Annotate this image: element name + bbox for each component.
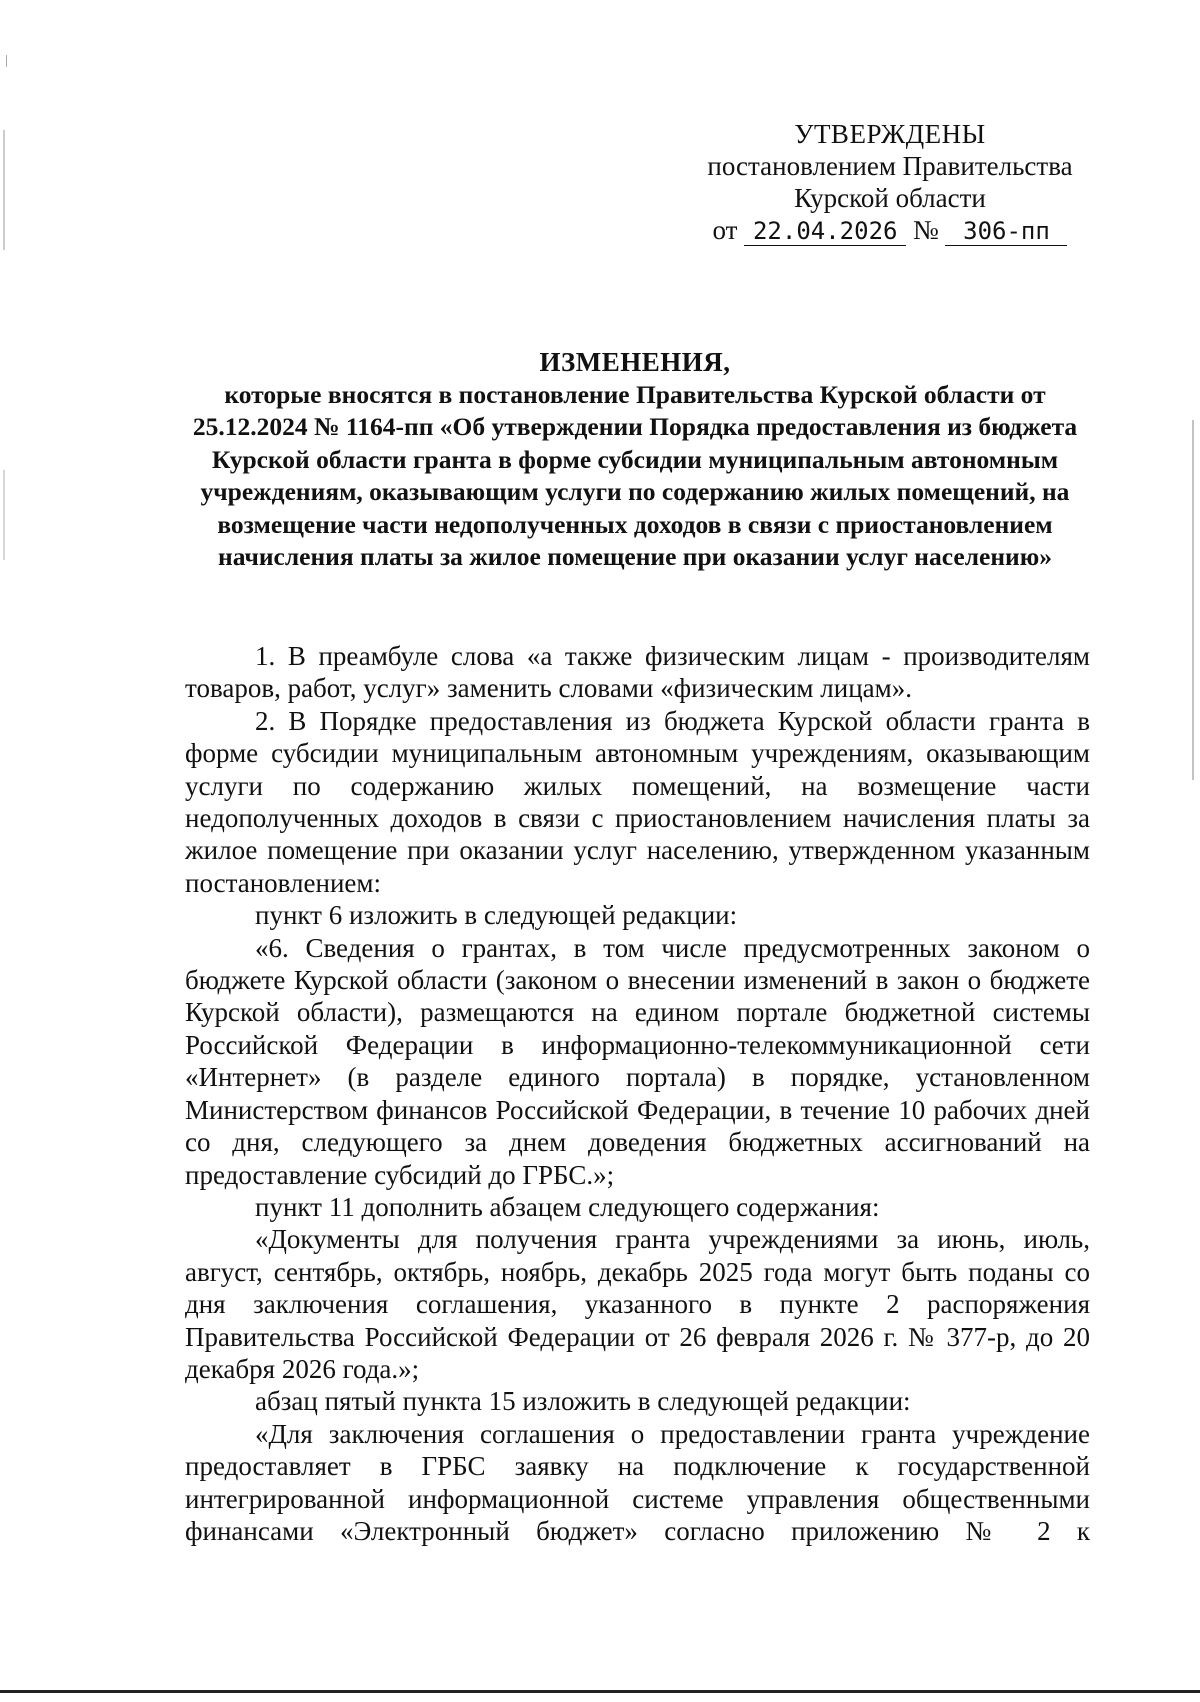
document-heading [170,346,1100,574]
paragraph: пункт 11 дополнить абзацем следующего содержания: [255,1191,880,1222]
scan-artifact [3,470,5,560]
paragraph: абзац пятый пункта 15 изложить в следующей редакции: [255,1386,911,1417]
approval-region: Курской области [794,183,986,213]
paragraph: пункт 6 изложить в следующей редакции: [255,900,738,931]
number-sign: № [912,215,939,245]
document-subtitle: которые вносятся в постановление Правительства Курской области от 25.12.2024 № 1164-пп «Об утверждении Порядка предоставления из бюджета Курской области гранта в форме субсидии муниципальным автономным учреждениям, оказывающим услуги по содержанию жилых помещений, на возмещение части недополученных доходов в связи с приостановлением начисления платы за жилое помещение при оказании услуг населению» [192,379,1078,571]
scan-artifact [6,55,7,67]
document-body [185,640,1090,1547]
approval-date-line [660,214,1120,246]
scan-artifact [1192,420,1194,780]
scan-artifact [3,130,5,250]
approval-authority: постановлением Правительства [707,151,1073,181]
paragraph: «6. Сведения о грантах, в том числе предусмотренных законом о бюджете Курской области (законом о внесении изменений в закон о бюджете Курской области), размещаются на едином портале бюджетной системы Российской Федерации в информационно-телекоммуникационной сети «Интернет» (в разделе единого портала) в порядке, установленном Министерством финансов Российской Федерации, в течение 10 рабочих дней со дня, следующего за днем доведения бюджетных ассигнований на предоставление субсидий до ГРБС.»; [185,932,1090,1190]
approval-title: УТВЕРЖДЕНЫ [794,119,986,149]
paragraph: 1. В преамбуле слова «а также физическим лицам - производителям товаров, работ, услуг» заменить словами «физическим лицам». [185,641,1090,704]
paragraph: 2. В Порядке предоставления из бюджета Курской области гранта в форме субсидии муниципальным автономным учреждениям, оказывающим услуги по содержанию жилых помещений, на возмещение части недополученных доходов в связи с приостановлением начисления платы за жилое помещение при оказании услуг населению, утвержденном указанным постановлением: [185,705,1090,898]
document-title: ИЗМЕНЕНИЯ, [539,347,731,377]
approval-block [660,118,1120,246]
scan-edge-line [0,1690,1200,1693]
date-prefix: от [712,215,738,245]
paragraph: «Для заключения соглашения о предоставлении гранта учреждение предоставляет в ГРБС заявку на подключение к государственной интегрированной информационной системе управления общественными финансами «Электронный бюджет» согласно приложению № 2 к [185,1418,1090,1546]
approval-number: 306-пп [945,217,1067,246]
approval-date: 22.04.2026 [744,217,906,246]
paragraph: «Документы для получения гранта учреждениями за июнь, июль, август, сентябрь, октябрь, ноябрь, декабрь 2025 года могут быть поданы со дня заключения соглашения, указанного в пункте 2 распоряжения Правительства Российской Федерации от 26 февраля 2026 г. № 377-р, до 20 декабря 2026 года.»; [185,1224,1090,1384]
